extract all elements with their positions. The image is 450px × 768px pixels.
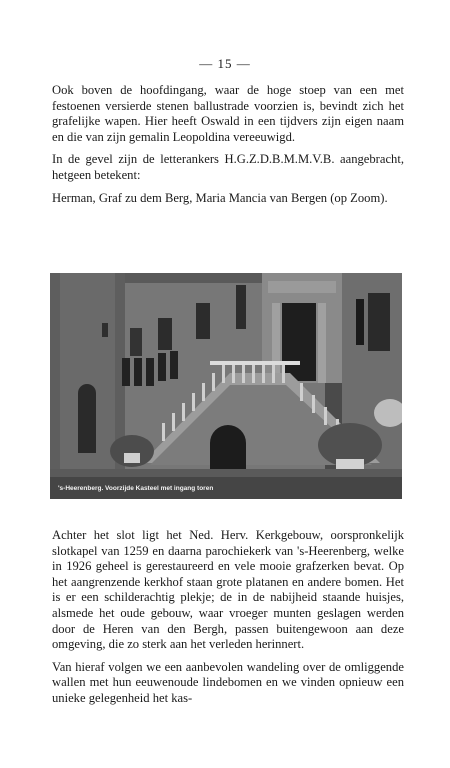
paragraph: Van hieraf volgen we een aanbevolen wandeling over de omliggende wallen met hun eeuwenoude lindebomen en we vinden opnieuw een unieke gelegenheid het kas- (52, 659, 404, 705)
castle-photo (50, 273, 402, 499)
paragraph: Ook boven de hoofdingang, waar de hoge stoep van een met festoenen versierde stenen ballustrade voorzien is, bevindt zich het grafelijke wapen. Hier heeft Oswald in een tijdvers zijn eigen naam en die van zijn gemalin Leopoldina vereeuwigd. (52, 83, 404, 144)
paragraph: Achter het slot ligt het Ned. Herv. Kerkgebouw, oorspronkelijk slotkapel van 1259 en daarna parochiekerk van 's-Heerenberg, welke in 1926 geheel is gerestaureerd en vele mooie grafzerken bevat. Op het aangrenzende kerkhof staan grote platanen en andere bomen. Het is er een schilderachtig plekje; de in de nabijheid staande huisjes, alsmede het oude gebouw, waar vroeger munten geslagen werden door de Heren van den Bergh, passen buitengewoon aan deze omgeving, die zo sterk aan het verleden herinnert. (52, 528, 404, 652)
paragraph: Herman, Graf zu dem Berg, Maria Mancia van Bergen (op Zoom). (52, 190, 388, 205)
castle-photo-illustration (50, 273, 402, 499)
text-block-bottom (52, 528, 404, 714)
photo-caption: 's-Heerenberg. Voorzijde Kasteel met ingang toren (58, 485, 214, 492)
paragraph: In de gevel zijn de letterankers H.G.Z.D.B.M.M.V.B. aangebracht, hetgeen betekent: (52, 152, 404, 182)
text-block-top (52, 83, 404, 213)
page-number: — 15 — (199, 56, 251, 71)
